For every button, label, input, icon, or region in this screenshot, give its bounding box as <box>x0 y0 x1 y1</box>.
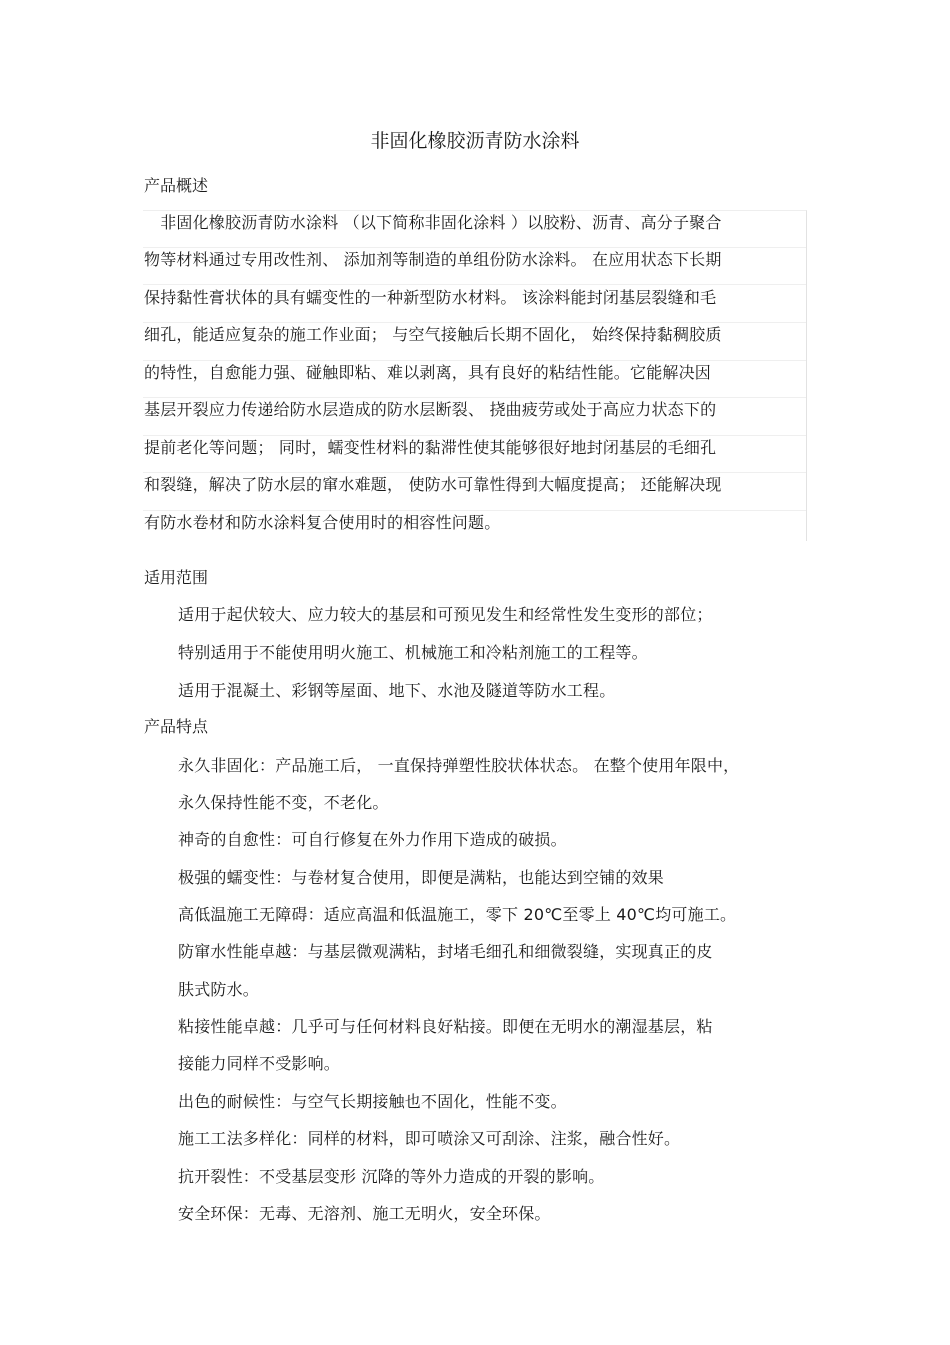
overview-line: 有防水卷材和防水涂料复合使用时的相容性问题。 <box>144 513 501 532</box>
section-heading-overview: 产品概述 <box>144 176 209 195</box>
feature-line: 高低温施工无障碍：适应高温和低温施工，零下 20℃至零上 40℃均可施工。 <box>178 905 737 924</box>
overview-row-divider <box>143 247 806 248</box>
overview-row-divider <box>143 397 806 398</box>
feature-line: 出色的耐候性：与空气长期接触也不固化，性能不变。 <box>178 1092 567 1111</box>
overview-line: 提前老化等问题； 同时，蠕变性材料的黏滞性使其能够很好地封闭基层的毛细孔 <box>144 438 717 457</box>
overview-line: 非固化橡胶沥青防水涂料 （以下简称非固化涂料 ）以胶粉、沥青、高分子聚合 <box>144 213 722 232</box>
feature-line: 粘接性能卓越：几乎可与任何材料良好粘接。即便在无明水的潮湿基层，粘 <box>178 1017 713 1036</box>
feature-line: 安全环保：无毒、无溶剂、施工无明火，安全环保。 <box>178 1204 551 1223</box>
document-title: 非固化橡胶沥青防水涂料 <box>370 130 580 152</box>
overview-row-divider <box>143 435 806 436</box>
scope-line: 适用于混凝土、彩钢等屋面、地下、水池及隧道等防水工程。 <box>178 681 616 700</box>
feature-line: 永久非固化：产品施工后， 一直保持弹塑性胶状体状态。 在整个使用年限中， <box>178 756 740 775</box>
overview-line: 的特性，自愈能力强、碰触即粘、难以剥离，具有良好的粘结性能。它能解决因 <box>144 363 712 382</box>
feature-line: 肤式防水。 <box>178 980 260 999</box>
overview-row-divider <box>143 284 806 285</box>
scope-line: 适用于起伏较大、应力较大的基层和可预见发生和经常性发生变形的部位； <box>178 605 713 624</box>
scope-line: 特别适用于不能使用明火施工、机械施工和冷粘剂施工的工程等。 <box>178 643 648 662</box>
overview-line: 和裂缝，解决了防水层的窜水难题， 使防水可靠性得到大幅度提高； 还能解决现 <box>144 475 722 494</box>
feature-line: 防窜水性能卓越：与基层微观满粘，封堵毛细孔和细微裂缝，实现真正的皮 <box>178 942 713 961</box>
overview-line: 保持黏性膏状体的具有蠕变性的一种新型防水材料。 该涂料能封闭基层裂缝和毛 <box>144 288 717 307</box>
overview-line: 物等材料通过专用改性剂、 添加剂等制造的单组份防水涂料。 在应用状态下长期 <box>144 250 722 269</box>
section-heading-scope: 适用范围 <box>144 568 209 587</box>
overview-row-divider <box>143 510 806 511</box>
feature-line: 接能力同样不受影响。 <box>178 1054 341 1073</box>
feature-line: 极强的蠕变性：与卷材复合使用，即便是满粘，也能达到空铺的效果 <box>178 868 665 887</box>
overview-row-divider <box>143 360 806 361</box>
feature-line: 施工工法多样化：同样的材料，即可喷涂又可刮涂、注浆，融合性好。 <box>178 1129 681 1148</box>
overview-row-divider <box>143 472 806 473</box>
overview-line: 基层开裂应力传递给防水层造成的防水层断裂、 挠曲疲劳或处于高应力状态下的 <box>144 400 717 419</box>
section-heading-features: 产品特点 <box>144 717 209 736</box>
feature-line: 神奇的自愈性：可自行修复在外力作用下造成的破损。 <box>178 830 567 849</box>
feature-line: 抗开裂性：不受基层变形 沉降的等外力造成的开裂的影响。 <box>178 1167 605 1186</box>
overview-row-divider <box>143 322 806 323</box>
overview-line: 细孔，能适应复杂的施工作业面； 与空气接触后长期不固化， 始终保持黏稠胶质 <box>144 325 722 344</box>
feature-line: 永久保持性能不变，不老化。 <box>178 793 389 812</box>
